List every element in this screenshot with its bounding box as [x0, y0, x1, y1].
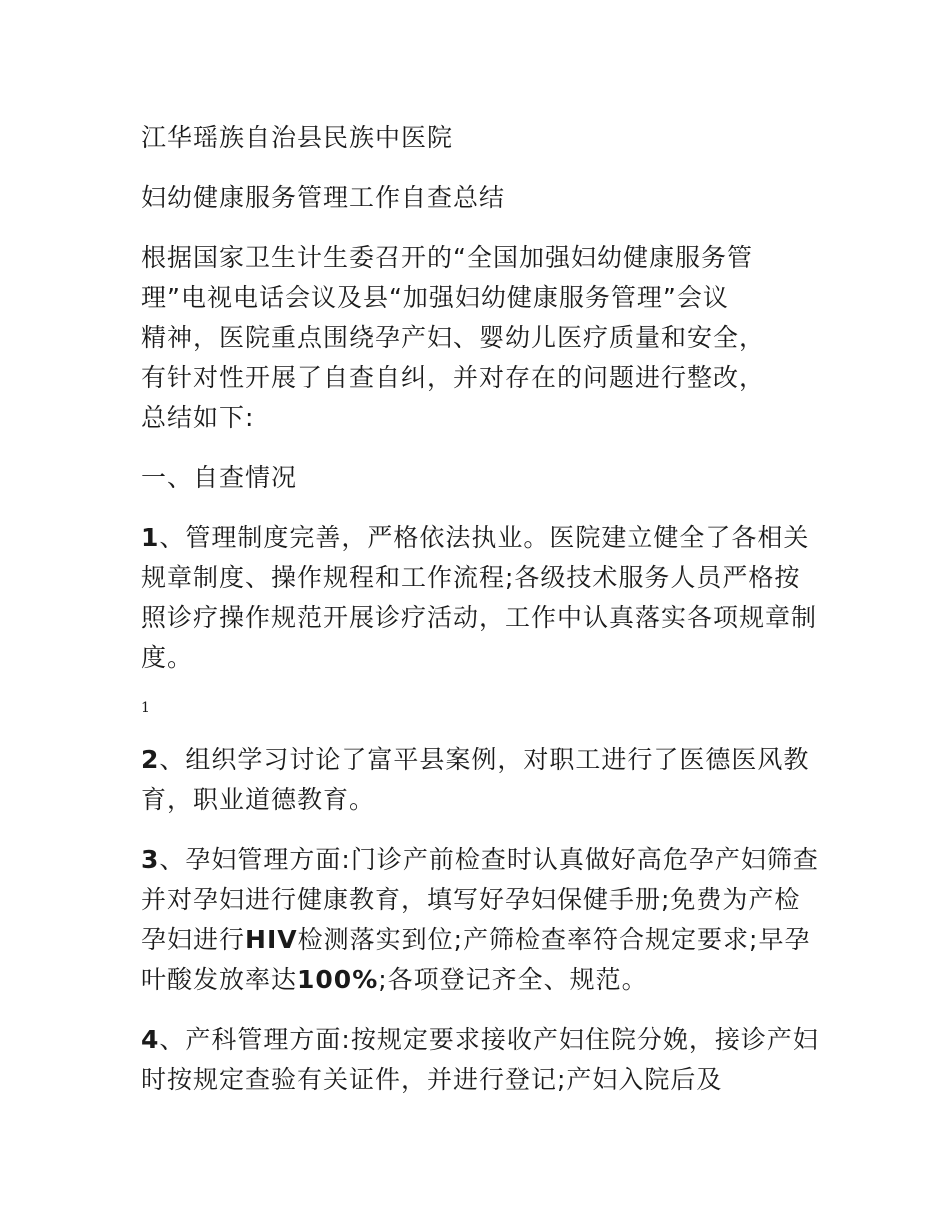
document-title: 妇幼健康服务管理工作自查总结	[141, 183, 506, 212]
section-heading: 一、自查情况	[141, 463, 298, 492]
intro-line-4: 有针对性开展了自查自纠，并对存在的问题进行整改，	[141, 363, 766, 392]
item-3-text-c: ;各项登记齐全、规范。	[378, 965, 648, 994]
item-1-text: 、管理制度完善，严格依法执业。医院建立健全了各相关规章制度、操作规程和工作流程;各级技术服务人员严格按照诊疗操作规范开展诊疗活动，工作中认真落实各项规章制度。	[141, 523, 818, 672]
intro-line-5: 总结如下:	[141, 403, 255, 432]
page-number: 1	[141, 700, 150, 716]
item-1-number: 1	[141, 523, 160, 552]
intro-line-1: 根据国家卫生计生委召开的“全国加强妇幼健康服务管	[141, 243, 753, 272]
item-3-hiv: HIV	[245, 925, 298, 954]
item-2-text: 、组织学习讨论了富平县案例，对职工进行了医德医风教育，职业道德教育。	[141, 745, 810, 814]
intro-paragraph	[141, 238, 821, 438]
item-4-text: 、产科管理方面:按规定要求接收产妇住院分娩，接诊产妇时按规定查验有关证件，并进行登记;产妇入院后及	[141, 1025, 819, 1094]
item-3-percent: 100%	[297, 965, 379, 994]
item-3-number: 3	[141, 845, 160, 874]
hospital-name: 江华瑶族自治县民族中医院	[141, 123, 454, 152]
item-3-paragraph	[141, 840, 821, 1000]
item-3-text-b: 检测落实到位;产筛检查率符合规定要求;早孕叶酸发放率达	[141, 925, 811, 994]
item-4-number: 4	[141, 1025, 160, 1054]
item-4-paragraph	[141, 1020, 821, 1100]
item-2-paragraph	[141, 740, 821, 820]
item-3-text-a: 、孕妇管理方面:门诊产前检查时认真做好高危孕产妇筛查并对孕妇进行健康教育，填写好孕妇保健手册;免费为产检孕妇进行	[141, 845, 819, 954]
item-1-paragraph	[141, 518, 821, 678]
intro-line-2: 理”电视电话会议及县“加强妇幼健康服务管理”会议	[141, 283, 729, 312]
item-2-number: 2	[141, 745, 160, 774]
intro-line-3: 精神，医院重点围绕孕产妇、婴幼儿医疗质量和安全，	[141, 323, 766, 352]
